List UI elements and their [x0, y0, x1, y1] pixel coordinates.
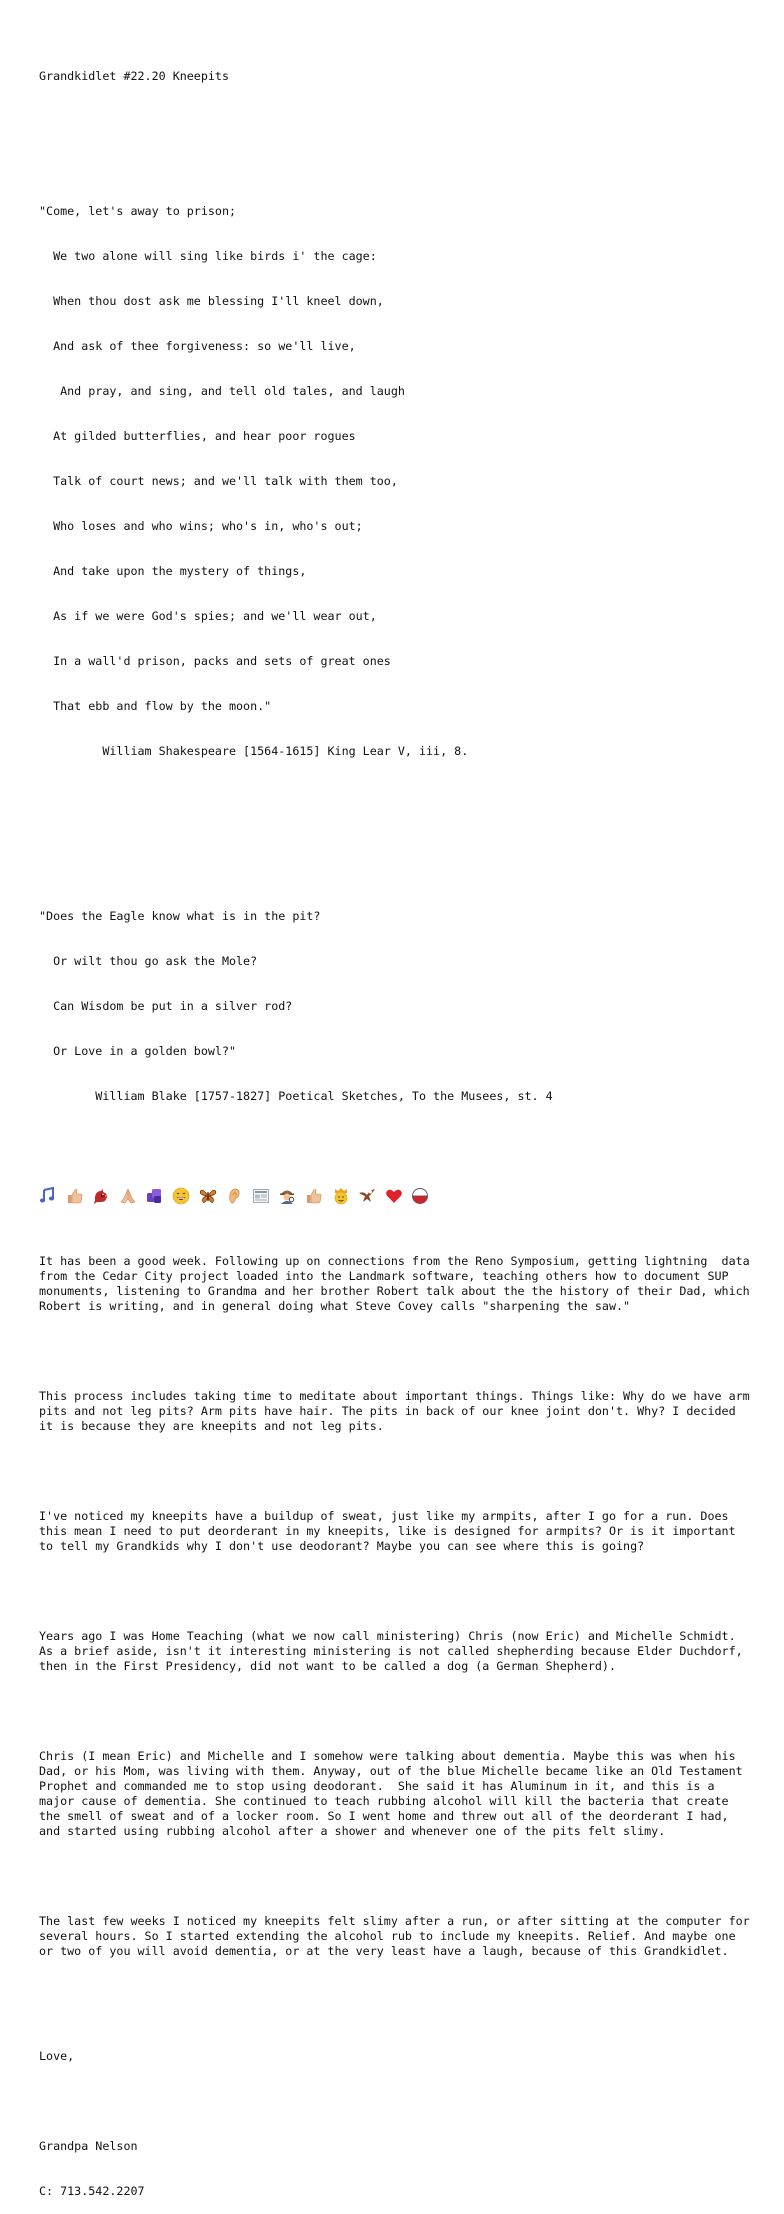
quote-line: And take upon the mystery of things,	[39, 564, 307, 578]
body-paragraph: Years ago I was Home Teaching (what we now call ministering) Chris (now Eric) and Michelle Schmidt. As a brief aside, isn't it interesting ministering is not called shepherding because Elder Duchdorf, then in the First Presidency, did not want to be called a dog (a German Shepherd).	[39, 1629, 743, 1673]
crowned-face-icon	[332, 1187, 350, 1205]
red-heart-icon	[385, 1187, 403, 1205]
bowl-icon	[411, 1187, 429, 1205]
thumbs-up-icon	[305, 1187, 323, 1205]
signature-phone: C: 713.542.2207	[39, 2184, 145, 2198]
quote-attribution: William Shakespeare [1564-1615] King Lear V, iii, 8.	[39, 744, 469, 758]
quote-line: As if we were God's spies; and we'll wear out,	[39, 609, 377, 623]
quote-line: Can Wisdom be put in a silver rod?	[39, 999, 293, 1013]
sparkles-icon	[145, 1187, 163, 1205]
quote-line: At gilded butterflies, and hear poor rogues	[39, 429, 356, 443]
body-paragraph: The last few weeks I noticed my kneepits felt slimy after a run, or after sitting at the computer for several hours. So I started extending the alcohol rub to include my kneepits. Relief. And maybe one or two of you will avoid dementia, or at the very least have a laugh, because of this Grandkidlet.	[39, 1914, 750, 1958]
quote-line: Or wilt thou go ask the Mole?	[39, 954, 258, 968]
shakespeare-quote	[39, 174, 779, 789]
praying-hands-icon	[119, 1187, 137, 1205]
closing: Love,	[39, 2049, 75, 2063]
ear-icon	[225, 1187, 243, 1205]
blake-quote	[39, 879, 779, 1134]
quote-line: "Come, let's away to prison;	[39, 204, 237, 218]
body-paragraph: I've noticed my kneepits have a buildup of sweat, just like my armpits, after I go for a run. Does this mean I need to put deorderant in my kneepits, like is designed for armpits? Or is it important to tell my Grandkids why I don't use deodorant? Maybe you can see where this is going?	[39, 1509, 736, 1553]
quote-line: Talk of court news; and we'll talk with them too,	[39, 474, 398, 488]
signature-name: Grandpa Nelson	[39, 2139, 138, 2153]
newspaper-icon	[252, 1187, 270, 1205]
thumbs-up-icon	[66, 1187, 84, 1205]
quote-line: That ebb and flow by the moon."	[39, 699, 272, 713]
email-body	[39, 39, 779, 2214]
detective-icon	[278, 1187, 296, 1205]
emoji-row	[39, 1183, 779, 1209]
quote-line: We two alone will sing like birds i' the cage:	[39, 249, 377, 263]
quote-line: Who loses and who wins; who's in, who's out;	[39, 519, 363, 533]
eagle-icon	[358, 1187, 376, 1205]
body-paragraph: This process includes taking time to meditate about important things. Things like: Why do we have arm pits and not leg pits? Arm pits have hair. The pits in back of our knee joint don't. Why? I decided it is because they are kneepits and not leg pits.	[39, 1389, 750, 1433]
body-paragraph: It has been a good week. Following up on connections from the Reno Symposium, getting lightning data from the Cedar City project loaded into the Landmark software, teaching others how to document SUP monuments, listening to Grandma and her brother Robert talk about the the history of their Dad, which Robert is writing, and in general doing what Steve Covey calls "sharpening the saw."	[39, 1254, 750, 1313]
quote-line: When thou dost ask me blessing I'll kneel down,	[39, 294, 384, 308]
quote-line: And ask of thee forgiveness: so we'll live,	[39, 339, 356, 353]
cardinal-bird-icon	[92, 1187, 110, 1205]
butterfly-icon	[199, 1187, 217, 1205]
body-paragraph: Chris (I mean Eric) and Michelle and I somehow were talking about dementia. Maybe this was when his Dad, or his Mom, was living with them. Anyway, out of the blue Michelle became like an Old Testament Prophet and commanded me to stop using deodorant. She said it has Aluminum in it, and this is a major cause of dementia. She continued to teach rubbing alcohol will kill the bacteria that create the smell of sweat and of a locker room. So I went home and threw out all of the deorderant I had, and started using rubbing alcohol after a shower and whenever one of the pits felt slimy.	[39, 1749, 743, 1838]
document-title: Grandkidlet #22.20 Kneepits	[39, 69, 229, 83]
quote-line: "Does the Eagle know what is in the pit?	[39, 909, 321, 923]
quote-line: Or Love in a golden bowl?"	[39, 1044, 237, 1058]
quote-line: And pray, and sing, and tell old tales, and laugh	[39, 384, 405, 398]
grinning-face-icon	[172, 1187, 190, 1205]
music-notes-icon	[39, 1187, 57, 1205]
quote-line: In a wall'd prison, packs and sets of great ones	[39, 654, 391, 668]
quote-attribution: William Blake [1757-1827] Poetical Sketches, To the Musees, st. 4	[39, 1089, 553, 1103]
